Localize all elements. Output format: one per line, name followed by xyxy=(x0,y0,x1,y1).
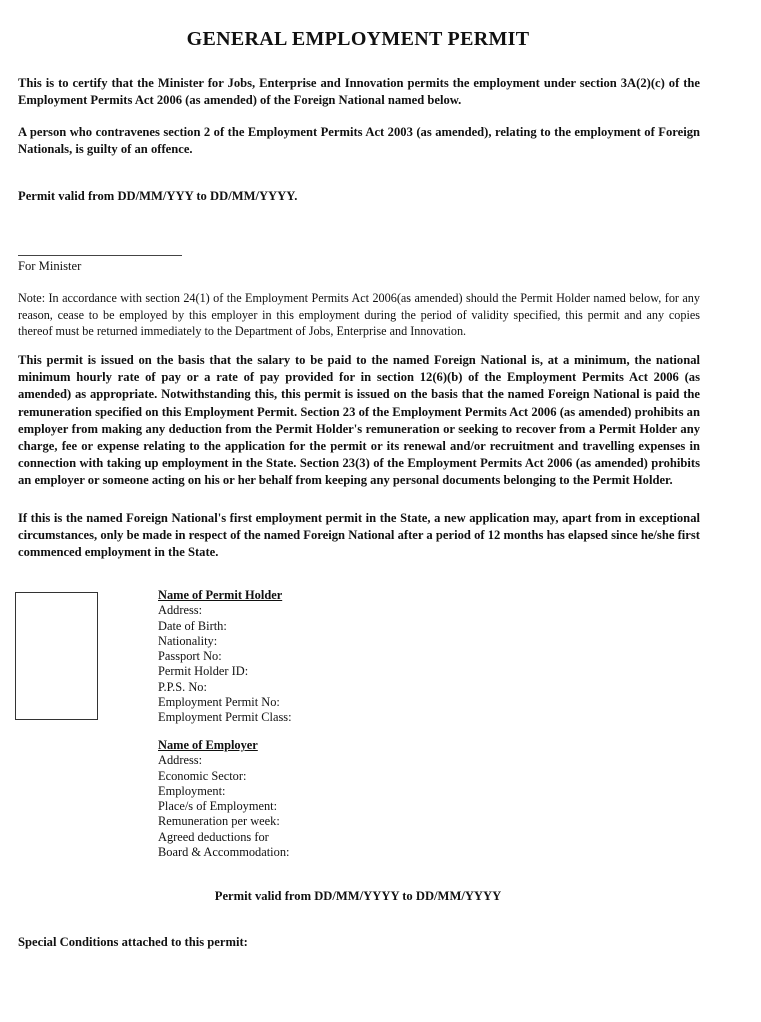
first-permit-paragraph: If this is the named Foreign National's first employment permit in the State, a new application may, apart from in exceptional circumstances, only be made in respect of the named Foreign National after a period of 12 months has elapsed since he/she first commenced employment in the State. xyxy=(18,511,700,559)
permit-holder-field: Address: xyxy=(158,603,203,618)
employer-heading: Name of Employer xyxy=(158,738,258,752)
special-conditions-label: Special Conditions attached to this permit: xyxy=(18,935,248,949)
offence-paragraph: A person who contravenes section 2 of the Employment Permits Act 2003 (as amended), relating to the employment of Foreign Nationals, is guilty of an offence. xyxy=(18,125,700,156)
permit-validity-bottom: Permit valid from DD/MM/YYYY to DD/MM/YYYY xyxy=(214,889,502,903)
permit-holder-field: Employment Permit Class: xyxy=(158,710,292,725)
permit-holder-field: P.P.S. No: xyxy=(158,679,207,694)
note-paragraph: Note: In accordance with section 24(1) of the Employment Permits Act 2006(as amended) should the Permit Holder named below, for any reason, cease to be employed by this employer in this employment during the period of validity specified, this permit and any copies thereof must be returned immediately to the Department of Jobs, Enterprise and Innovation. xyxy=(18,291,700,338)
certify-paragraph: This is to certify that the Minister for Jobs, Enterprise and Innovation permits the employment under section 3A(2)(c) of the Employment Permits Act 2006 (as amended) of the Foreign National named below. xyxy=(18,76,700,107)
employer-field: Economic Sector: xyxy=(158,768,247,783)
employer-field: Remuneration per week: xyxy=(158,814,280,829)
employer-field: Employment: xyxy=(158,783,226,798)
employer-details xyxy=(158,738,289,860)
permit-holder-details xyxy=(158,588,292,726)
permit-holder-field: Permit Holder ID: xyxy=(158,664,249,679)
employer-field: Board & Accommodation: xyxy=(158,845,290,860)
document-title: GENERAL EMPLOYMENT PERMIT xyxy=(186,28,530,50)
permit-holder-heading: Name of Permit Holder xyxy=(158,588,283,602)
salary-paragraph: This permit is issued on the basis that the salary to be paid to the named Foreign National is, at a minimum, the national minimum hourly rate of pay or a rate of pay provided for in section 12(6)(b) of the Employment Permits Act 2006 (as amended) as appropriate. Notwithstanding this, this permit is issued on the basis that the named Foreign National is paid the remuneration specified on this Employment Permit. Section 23 of the Employment Permits Act 2006 (as amended) prohibits an employer from making any deduction from the Permit Holder's remuneration or seeking to recover from a Permit Holder any charge, fee or expense relating to the application for the permit or its renewal and/or recruitment and travelling expenses in connection with taking up employment in the State. Section 23(3) of the Employment Permits Act 2006 (as amended) prohibits an employer or someone acting on his or her behalf from keeping any personal documents belonging to the Permit Holder. xyxy=(18,353,700,488)
permit-holder-field: Employment Permit No: xyxy=(158,695,280,710)
signature-line xyxy=(18,255,182,256)
photo-placeholder-box xyxy=(15,592,98,720)
employer-field: Agreed deductions for xyxy=(158,829,269,844)
permit-holder-field: Date of Birth: xyxy=(158,618,227,633)
employer-field: Address: xyxy=(158,753,203,768)
permit-holder-field: Nationality: xyxy=(158,633,218,648)
employer-field: Place/s of Employment: xyxy=(158,799,278,814)
permit-validity-top: Permit valid from DD/MM/YYY to DD/MM/YYYY. xyxy=(18,189,298,203)
for-minister-label: For Minister xyxy=(18,259,82,273)
permit-holder-field: Passport No: xyxy=(158,649,222,664)
